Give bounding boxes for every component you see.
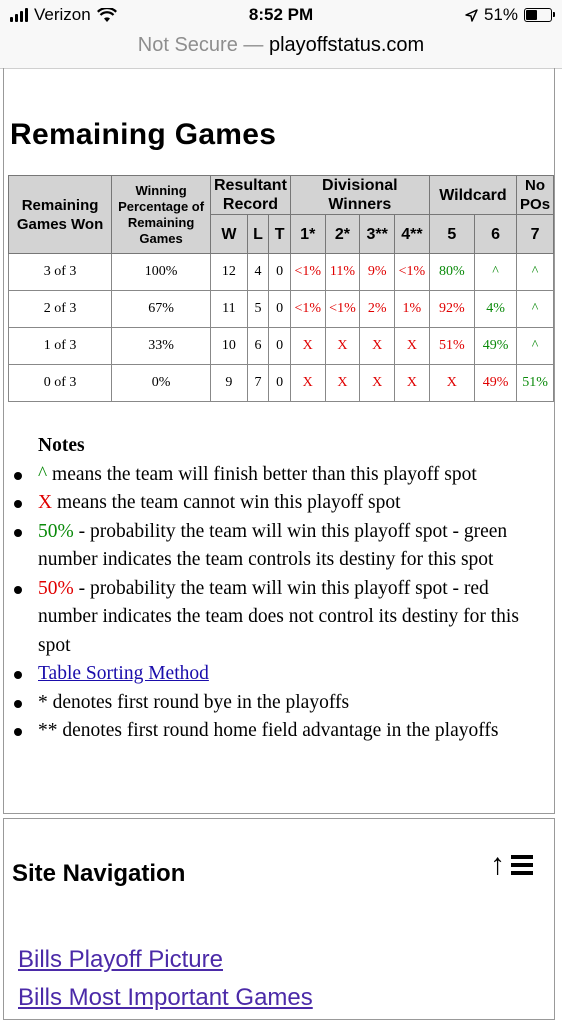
notes-list bbox=[10, 461, 550, 746]
cell-prob: ^ bbox=[517, 291, 554, 328]
cell-prob: X bbox=[290, 365, 325, 402]
col-div-2[interactable]: 2* bbox=[325, 215, 360, 254]
cell-t: 0 bbox=[269, 328, 291, 365]
cell-prob: <1% bbox=[325, 291, 360, 328]
table-row bbox=[9, 291, 554, 328]
status-bar bbox=[0, 0, 562, 30]
col-winning-percentage[interactable]: Winning Percentage of Remaining Games bbox=[112, 176, 211, 254]
cell-prob: X bbox=[360, 365, 395, 402]
list-item bbox=[10, 660, 550, 689]
col-div-4[interactable]: 4** bbox=[395, 215, 430, 254]
cell-games: 1 of 3 bbox=[9, 328, 112, 365]
cell-pct: 33% bbox=[112, 328, 211, 365]
address-bar[interactable] bbox=[0, 30, 562, 69]
nav-icon-group bbox=[490, 848, 533, 882]
col-nopo-7[interactable]: 7 bbox=[517, 215, 554, 254]
list-item bbox=[10, 689, 550, 718]
cell-pct: 100% bbox=[112, 254, 211, 291]
list-item bbox=[10, 489, 550, 518]
cell-prob: 49% bbox=[474, 328, 516, 365]
cell-l: 6 bbox=[247, 328, 269, 365]
cell-games: 3 of 3 bbox=[9, 254, 112, 291]
up-arrow-icon[interactable]: ↑ bbox=[490, 848, 505, 881]
cell-prob: 49% bbox=[474, 365, 516, 402]
battery-group bbox=[465, 5, 552, 25]
cell-prob: X bbox=[325, 365, 360, 402]
cell-w: 9 bbox=[211, 365, 248, 402]
col-t[interactable]: T bbox=[269, 215, 291, 254]
cell-w: 12 bbox=[211, 254, 248, 291]
cell-prob: 51% bbox=[429, 328, 474, 365]
cell-prob: <1% bbox=[395, 254, 430, 291]
col-divisional-winners[interactable]: Divisional Winners bbox=[290, 176, 429, 215]
cell-l: 4 bbox=[247, 254, 269, 291]
x-note: means the team cannot win this playoff spot bbox=[52, 492, 401, 513]
col-div-1[interactable]: 1* bbox=[290, 215, 325, 254]
cell-l: 5 bbox=[247, 291, 269, 328]
caret-note: means the team will finish better than this playoff spot bbox=[47, 463, 477, 485]
cell-prob: 9% bbox=[360, 254, 395, 291]
cell-prob: X bbox=[395, 365, 430, 402]
red-pct-example: 50% bbox=[38, 577, 74, 599]
cell-prob: 51% bbox=[517, 365, 554, 402]
cell-prob: X bbox=[325, 328, 360, 365]
cell-prob: ^ bbox=[517, 328, 554, 365]
cell-prob: 2% bbox=[360, 291, 395, 328]
col-wc-5[interactable]: 5 bbox=[429, 215, 474, 254]
battery-icon bbox=[524, 8, 552, 22]
cell-pct: 67% bbox=[112, 291, 211, 328]
cell-prob: 80% bbox=[429, 254, 474, 291]
cell-prob: 92% bbox=[429, 291, 474, 328]
cell-w: 11 bbox=[211, 291, 248, 328]
table-sorting-method-link[interactable]: Table Sorting Method bbox=[38, 663, 209, 684]
cell-prob: X bbox=[395, 328, 430, 365]
cell-prob: 4% bbox=[474, 291, 516, 328]
cell-t: 0 bbox=[269, 291, 291, 328]
table-row bbox=[9, 254, 554, 291]
cell-l: 7 bbox=[247, 365, 269, 402]
col-resultant-record[interactable]: Resultant Record bbox=[211, 176, 291, 215]
cell-prob: 11% bbox=[325, 254, 360, 291]
notes-title: Notes bbox=[38, 435, 85, 456]
cell-prob: <1% bbox=[290, 254, 325, 291]
caret-symbol: ^ bbox=[38, 463, 48, 485]
bye-note: * denotes first round bye in the playoffs bbox=[38, 691, 350, 713]
security-label: Not Secure — bbox=[137, 34, 264, 56]
col-l[interactable]: L bbox=[247, 215, 269, 254]
col-wc-6[interactable]: 6 bbox=[474, 215, 516, 254]
list-item bbox=[10, 461, 550, 490]
col-w[interactable]: W bbox=[211, 215, 248, 254]
cell-prob: X bbox=[360, 328, 395, 365]
red-note: - probability the team will win this playoff spot - red number indicates the team does not control its destiny for this spot bbox=[38, 577, 519, 656]
cell-pct: 0% bbox=[112, 365, 211, 402]
menu-icon[interactable] bbox=[511, 855, 533, 875]
remaining-games-table bbox=[8, 175, 554, 402]
cell-w: 10 bbox=[211, 328, 248, 365]
col-div-3[interactable]: 3** bbox=[360, 215, 395, 254]
battery-percent: 51% bbox=[483, 5, 518, 24]
cell-games: 0 of 3 bbox=[9, 365, 112, 402]
x-symbol: X bbox=[38, 492, 53, 513]
cell-t: 0 bbox=[269, 254, 291, 291]
cell-prob: X bbox=[429, 365, 474, 402]
bills-playoff-picture-link[interactable]: Bills Playoff Picture bbox=[18, 946, 223, 973]
cell-t: 0 bbox=[269, 365, 291, 402]
location-arrow-icon bbox=[465, 9, 478, 22]
green-pct-example: 50% bbox=[38, 520, 74, 542]
home-field-note: ** denotes first round home field advantage in the playoffs bbox=[38, 720, 499, 741]
table-row bbox=[9, 328, 554, 365]
cell-prob: X bbox=[290, 328, 325, 365]
table-header-row bbox=[9, 176, 554, 215]
col-no-playoffs[interactable]: No POs bbox=[517, 176, 554, 215]
col-wildcard[interactable]: Wildcard bbox=[429, 176, 516, 215]
cell-games: 2 of 3 bbox=[9, 291, 112, 328]
bills-most-important-games-link[interactable]: Bills Most Important Games bbox=[18, 984, 313, 1011]
list-item bbox=[10, 717, 550, 746]
cell-prob: 1% bbox=[395, 291, 430, 328]
table-row bbox=[9, 365, 554, 402]
url-host: playoffstatus.com bbox=[268, 34, 425, 56]
cell-prob: ^ bbox=[517, 254, 554, 291]
carrier-name: Verizon bbox=[34, 5, 91, 24]
page-title: Remaining Games bbox=[10, 118, 277, 151]
cell-prob: <1% bbox=[290, 291, 325, 328]
cell-prob: ^ bbox=[474, 254, 516, 291]
notes-section bbox=[10, 432, 550, 746]
col-remaining-games-won[interactable]: Remaining Games Won bbox=[9, 176, 112, 254]
site-navigation-title: Site Navigation bbox=[12, 860, 186, 887]
list-item bbox=[10, 575, 550, 661]
green-note: - probability the team will win this playoff spot - green number indicates the team controls its destiny for this spot bbox=[38, 520, 508, 570]
list-item bbox=[10, 518, 550, 575]
clock: 8:52 PM bbox=[248, 5, 314, 24]
